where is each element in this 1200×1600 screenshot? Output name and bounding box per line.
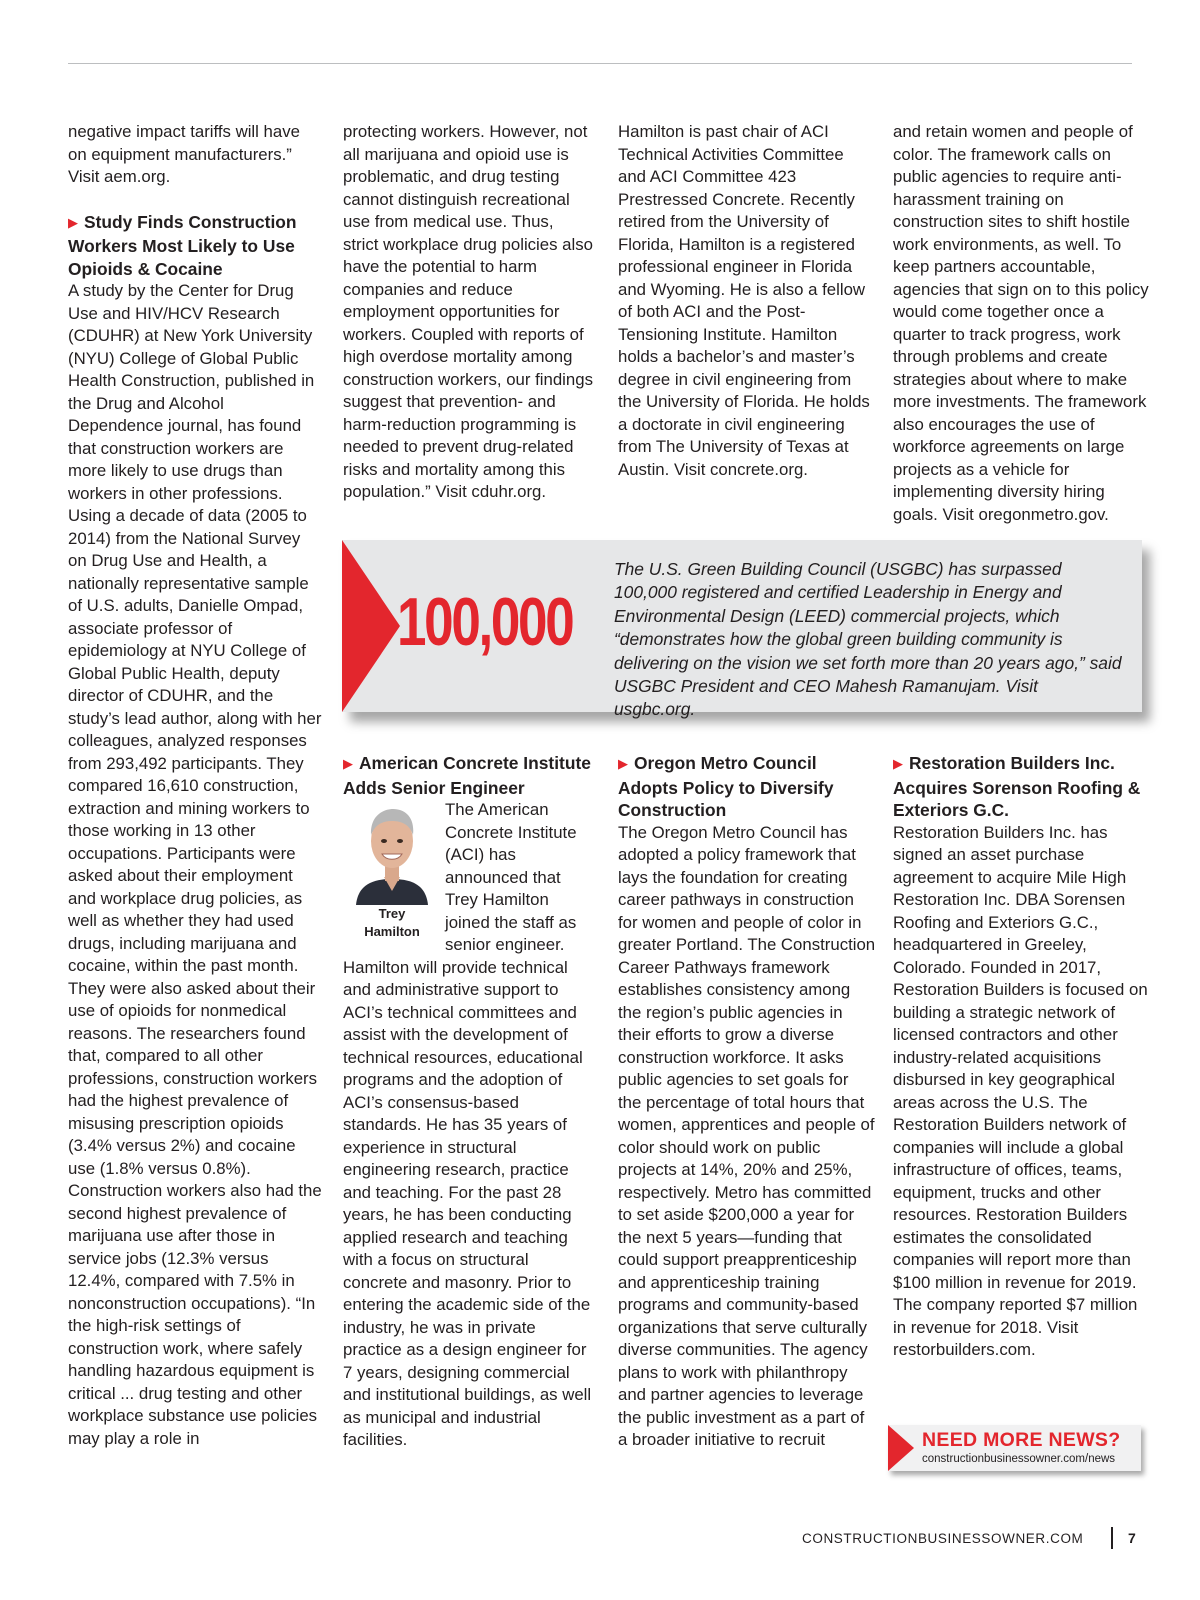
stat-description: The U.S. Green Building Council (USGBC) has surpassed 100,000 registered and certified Leadership in Energy and Environmental Design (LEED) commercial projects, which “demonstrates how the global green building community is delivering on the vision we set forth more than 20 years ago,” said USGBC President and CEO Mahesh Ramanujam. Visit usgbc.org. — [614, 559, 1122, 720]
opioid-study-headline — [68, 211, 322, 281]
oregon-article — [618, 752, 876, 1452]
stat-callout — [342, 540, 1142, 727]
restoration-headline — [893, 752, 1149, 822]
footer-website: CONSTRUCTIONBUSINESSOWNER.COM — [802, 1531, 1084, 1546]
restoration-body: Restoration Builders Inc. has signed an asset purchase agreement to acquire Mile High Restoration Inc. DBA Sorensen Roofing and Exteriors G.C., headquartered in Greeley, Colorado. Founded in 2017, Restoration Builders is focused on building a strategic network of licensed contractors and other industry-related acquisitions disbursed in key geographical areas across the U.S. The Restoration Builders network of companies will include a global infrastructure of offices, teams, equipment, trucks and other resources. Restoration Builders estimates the consolidated companies will report more than $100 million in revenue for 2019. The company reported $7 million in revenue for 2018. Visit restorbuilders.com. — [893, 822, 1148, 1359]
opioid-study-headline-text: Study Finds Construction Workers Most Likely to Use Opioids & Cocaine — [68, 211, 297, 279]
oregon-headline-text: Oregon Metro Council Adopts Policy to Diversify Construction — [618, 753, 834, 820]
aci-headline-text: American Concrete Institute Adds Senior Engineer — [343, 753, 591, 798]
opioid-study-continued: protecting workers. However, not all marijuana and opioid use is problematic, and drug testing cannot distinguish recreational use from medical use. Thus, strict workplace drug policies also have the potential to harm companies and reduce employment opportunities for workers. Coupled with reports of high overdose mortality among construction workers, our findings suggest that prevention- and harm-reduction programming is needed to prevent drug-related risks and mortality among this population.” Visit cduhr.org. — [343, 122, 593, 501]
restoration-article — [893, 752, 1149, 1362]
play-triangle-icon: ▶ — [893, 756, 903, 771]
opioid-study-body: A study by the Center for Drug Use and HIV/HCV Research (CDUHR) at New York University (NYU) College of Global Public Health Construction, published in the Drug and Alcohol Dependence journal, has found that construction workers are more likely to use drugs than workers in other professions. Using a decade of data (2005 to 2014) from the National Survey on Drug Use and Health, a nationally representative sample of U.S. adults, Danielle Ompad, associate professor of epidemiology at NYU College of Global Public Health, deputy director of CDUHR, and the study’s lead author, along with her colleagues, analyzed responses from 293,492 participants. They compared 16,610 construction, extraction and mining workers to those working in 13 other occupations. Participants were asked about their employment and workplace drug policies, as well as whether they had used drugs, including marijuana and cocaine, within the past month. They were also asked about their use of opioids for nonmedical reasons. The researchers found that, compared to all other professions, construction workers had the highest prevalence of misusing prescription opioids (3.4% versus 2%) and cocaine use (1.8% versus 0.8%). Construction workers also had the second highest prevalence of marijuana use after those in service jobs (12.3% versus 12.4%, compared with 7.5% in nonconstruction occupations). “In the high-risk settings of construction work, where safely handling hazardous equipment is critical ... drug testing and other workplace substance use policies may play a role in — [68, 281, 322, 1448]
trey-hamilton-photo — [350, 801, 434, 905]
column-1 — [68, 121, 322, 1450]
page-number: 7 — [1128, 1530, 1136, 1546]
top-rule — [68, 63, 1132, 64]
chevron-arrow-icon — [888, 1425, 916, 1471]
play-triangle-icon: ▶ — [618, 756, 628, 771]
aci-story-continued: Hamilton is past chair of ACI Technical Activities Committee and ACI Committee 423 Prestressed Concrete. Recently retired from the University of Florida, Hamilton is a registered professional engineer in Florida and Wyoming. He is also a fellow of both ACI and the Post-Tensioning Institute. Hamilton holds a bachelor’s and master’s degree in civil engineering from the University of Florida. He holds a doctorate in civil engineering from The University of Texas at Austin. Visit concrete.org. — [618, 122, 870, 479]
aci-headline — [343, 752, 595, 799]
oregon-story-continued: and retain women and people of color. The framework calls on public agencies to require anti-harassment training on construction sites to shift hostile work environments, as well. To keep partners accountable, agencies that sign on to this policy would come together once a quarter to track progress, work through problems and create strategies about where to make more investments. The framework also encourages the use of workforce agreements on large projects as a vehicle for implementing diversity hiring goals. Visit oregonmetro.gov. — [893, 122, 1149, 524]
news-banner-link[interactable]: constructionbusinessowner.com/news — [922, 1453, 1116, 1465]
column-3-top — [618, 121, 876, 481]
footer-divider — [1111, 1527, 1113, 1549]
aem-story-end: negative impact tariffs will have on equipment manufacturers.” Visit aem.org. — [68, 122, 300, 186]
aci-article — [343, 752, 595, 1452]
play-triangle-icon: ▶ — [68, 214, 78, 230]
chevron-arrow-icon — [342, 540, 404, 712]
column-4-top — [893, 121, 1149, 526]
stat-number: 100,000 — [397, 584, 573, 660]
trey-hamilton-photo-block — [343, 799, 441, 941]
caption-first-name: Trey — [378, 906, 406, 921]
photo-caption — [343, 905, 441, 941]
aci-body: The American Concrete Institute (ACI) has announced that Trey Hamilton joined the staff as senior engineer. Hamilton will provide technical and administrative support to ACI’s technical committees and assist with the development of technical resources, educational programs and the adoption of ACI’s consensus-based standards. He has 35 years of experience in structural engineering research, practice and teaching. For the past 28 years, he has been conducting applied research and teaching with a focus on structural concrete and masonry. Prior to entering the academic side of the industry, he was in private practice as a design engineer for 7 years, designing commercial and institutional buildings, as well as municipal and industrial facilities. — [343, 800, 592, 1449]
oregon-body: The Oregon Metro Council has adopted a policy framework that lays the foundation for creating career pathways in construction for women and people of color in greater Portland. The Construction Career Pathways framework establishes consistency among the region’s public agencies in their efforts to grow a diverse construction workforce. It asks public agencies to set goals for the percentage of total hours that women, apprentices and people of color should work on public projects at 14%, 20% and 25%, respectively. Metro has committed to set aside $200,000 a year for the next 5 years—funding that could support preapprenticeship and apprenticeship training programs and community-based organizations that serve culturally diverse communities. The agency plans to work with philanthropy and partner agencies to leverage the public investment as a part of a broader initiative to recruit — [618, 822, 876, 1449]
oregon-headline — [618, 752, 876, 822]
restoration-headline-text: Restoration Builders Inc. Acquires Sorenson Roofing & Exteriors G.C. — [893, 753, 1141, 820]
news-banner-title: NEED MORE NEWS? — [922, 1429, 1121, 1451]
column-2-top — [343, 121, 593, 504]
play-triangle-icon: ▶ — [343, 756, 353, 771]
caption-last-name: Hamilton — [364, 924, 420, 939]
need-more-news-banner[interactable] — [888, 1425, 1141, 1471]
